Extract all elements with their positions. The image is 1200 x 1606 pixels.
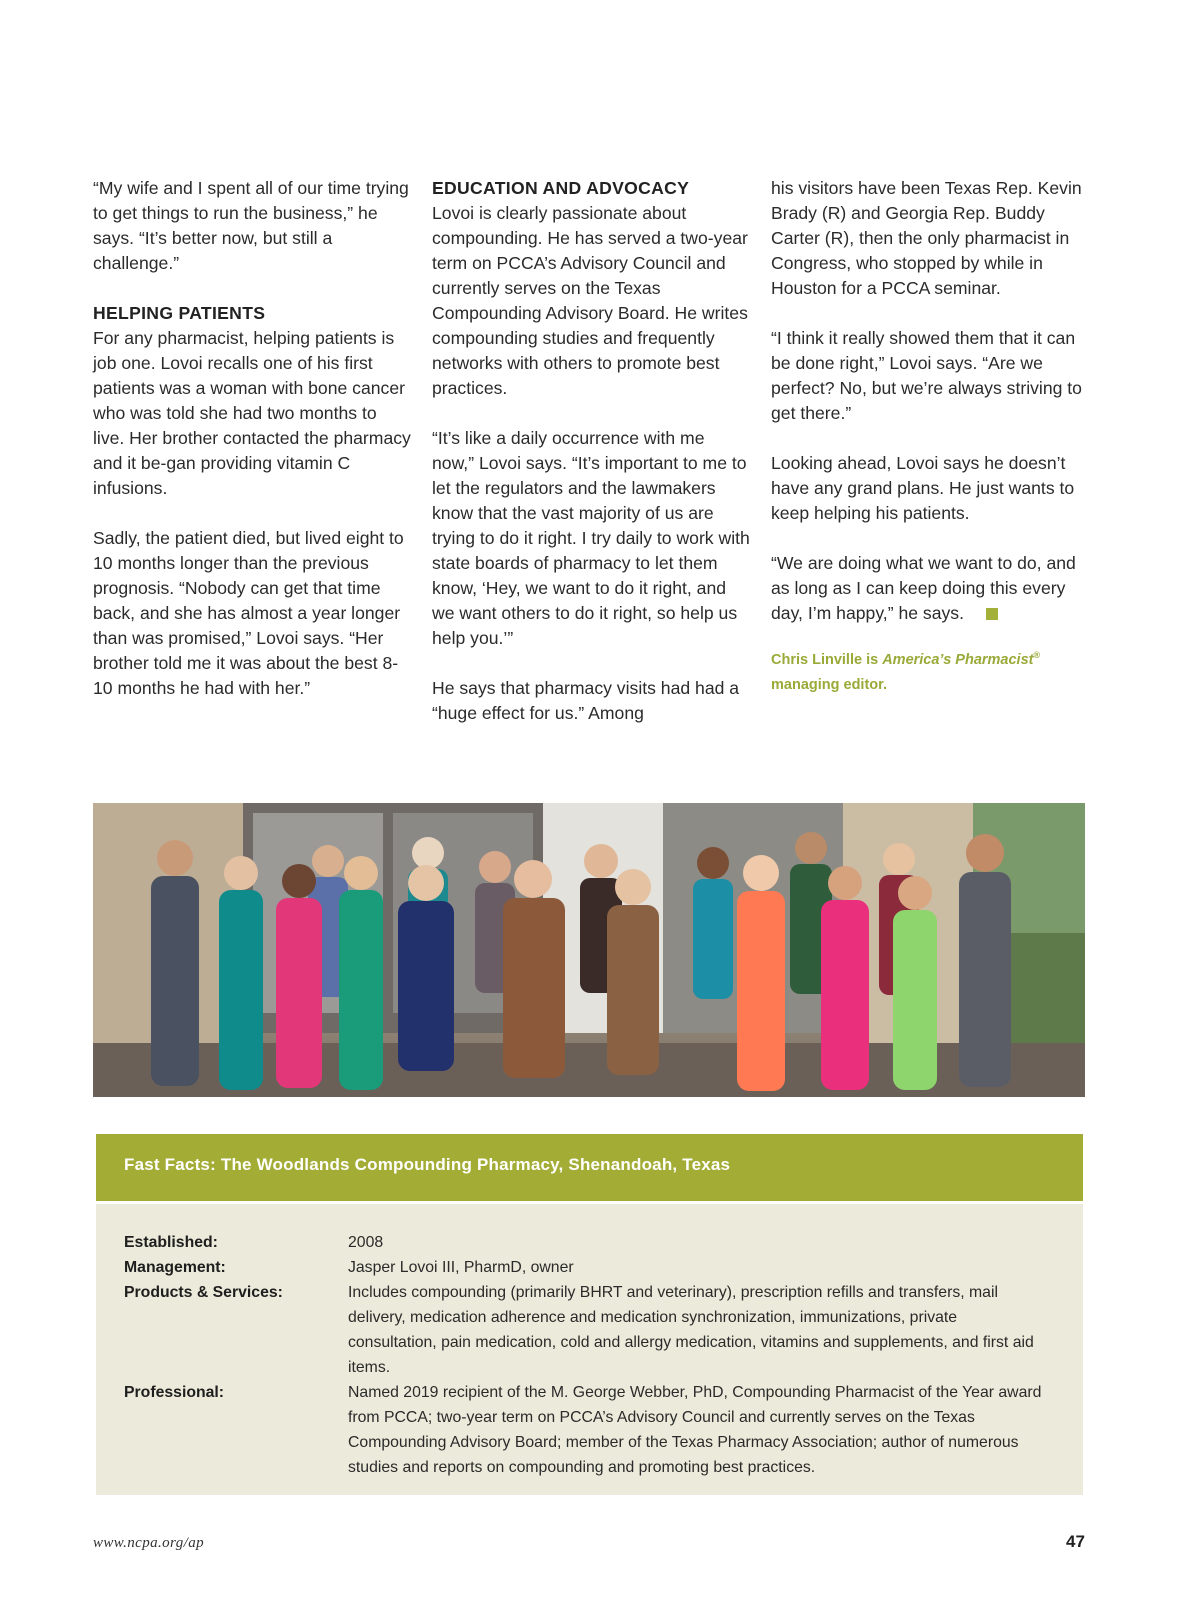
paragraph: For any pharmacist, helping patients is job one. Lovoi recalls one of his first patients was a woman with bone cancer who was told she had two months to live. Her brother contacted the pharmacy and it be-gan providing vitamin C infusions. <box>93 328 411 498</box>
staff-group-photo <box>93 803 1085 1097</box>
footer-url: www.ncpa.org/ap <box>93 1535 205 1551</box>
fact-label: Management: <box>124 1259 226 1276</box>
registered-mark: ® <box>1033 650 1041 660</box>
paragraph-text: “We are doing what we want to do, and as long as I can keep doing this every day, I’m happy,” he says. <box>771 553 1076 623</box>
fast-facts-title: Fast Facts: The Woodlands Compounding Pharmacy, Shenandoah, Texas <box>124 1155 731 1174</box>
section-heading-helping-patients: HELPING PATIENTS <box>93 303 266 323</box>
article-column-2 <box>432 176 750 726</box>
fast-facts-table <box>96 1204 1083 1495</box>
article-column-1 <box>93 176 411 701</box>
section-heading-education-advocacy: EDUCATION AND ADVOCACY <box>432 178 690 198</box>
fact-value: Includes compounding (primarily BHRT and veterinary), prescription refills and transfers, mail delivery, medication adherence and medication synchronization, immunizations, private consultation, pain medication, cold and allergy medication, vitamins and supplements, and first aid items. <box>348 1284 1034 1376</box>
byline-publication: America’s Pharmacist <box>882 651 1034 668</box>
fact-value: Named 2019 recipient of the M. George Webber, PhD, Compounding Pharmacist of the Year award from PCCA; two-year term on PCCA’s Advisory Council and currently serves on the Texas Compounding Advisory Board; member of the Texas Pharmacy Association; author of numerous studies and reports on compounding and promoting best practices. <box>348 1384 1042 1476</box>
paragraph: Lovoi is clearly passionate about compounding. He has served a two-year term on PCCA’s Advisory Council and currently serves on the Texas Compounding Advisory Board. He writes compounding studies and frequently networks with others to promote best practices. <box>432 203 748 398</box>
byline-name: Chris Linville is <box>771 651 879 668</box>
author-byline <box>771 643 1083 698</box>
paragraph: He says that pharmacy visits had had a “huge effect for us.” Among <box>432 678 740 723</box>
fact-value: Jasper Lovoi III, PharmD, owner <box>348 1259 574 1276</box>
closing-paragraph <box>771 551 1083 626</box>
paragraph: his visitors have been Texas Rep. Kevin Brady (R) and Georgia Rep. Buddy Carter (R), then the only pharmacist in Congress, who stopped by while in Houston for a PCCA seminar. <box>771 178 1082 298</box>
fact-label: Established: <box>124 1234 218 1251</box>
fact-value: 2008 <box>348 1234 384 1251</box>
fact-label: Professional: <box>124 1384 225 1401</box>
end-mark-icon <box>986 608 998 620</box>
article-column-3 <box>771 176 1083 698</box>
byline-role: managing editor. <box>771 676 888 693</box>
paragraph: “I think it really showed them that it can be done right,” Lovoi says. “Are we perfect? No, but we’re always striving to get there.” <box>771 328 1082 423</box>
paragraph: Sadly, the patient died, but lived eight to 10 months longer than the previous prognosis. “Nobody can get that time back, and she has almost a year longer than was promised,” Lovoi says. “Her brother told me it was about the best 8-10 months he had with her.” <box>93 528 404 698</box>
paragraph: Looking ahead, Lovoi says he doesn’t have any grand plans. He just wants to keep helping his patients. <box>771 453 1075 523</box>
fast-facts-header <box>96 1134 1083 1201</box>
page-number: 47 <box>1066 1532 1085 1551</box>
fact-label: Products & Services: <box>124 1284 283 1301</box>
paragraph: “It’s like a daily occurrence with me now,” Lovoi says. “It’s important to me to let the regulators and the lawmakers know that the vast majority of us are trying to do it right. I try daily to work with state boards of pharmacy to let them know, ‘Hey, we want to do it right, and we want others to do it right, so help us help you.’” <box>432 428 750 648</box>
paragraph: “My wife and I spent all of our time trying to get things to run the business,” he says. “It’s better now, but still a challenge.” <box>93 178 409 273</box>
